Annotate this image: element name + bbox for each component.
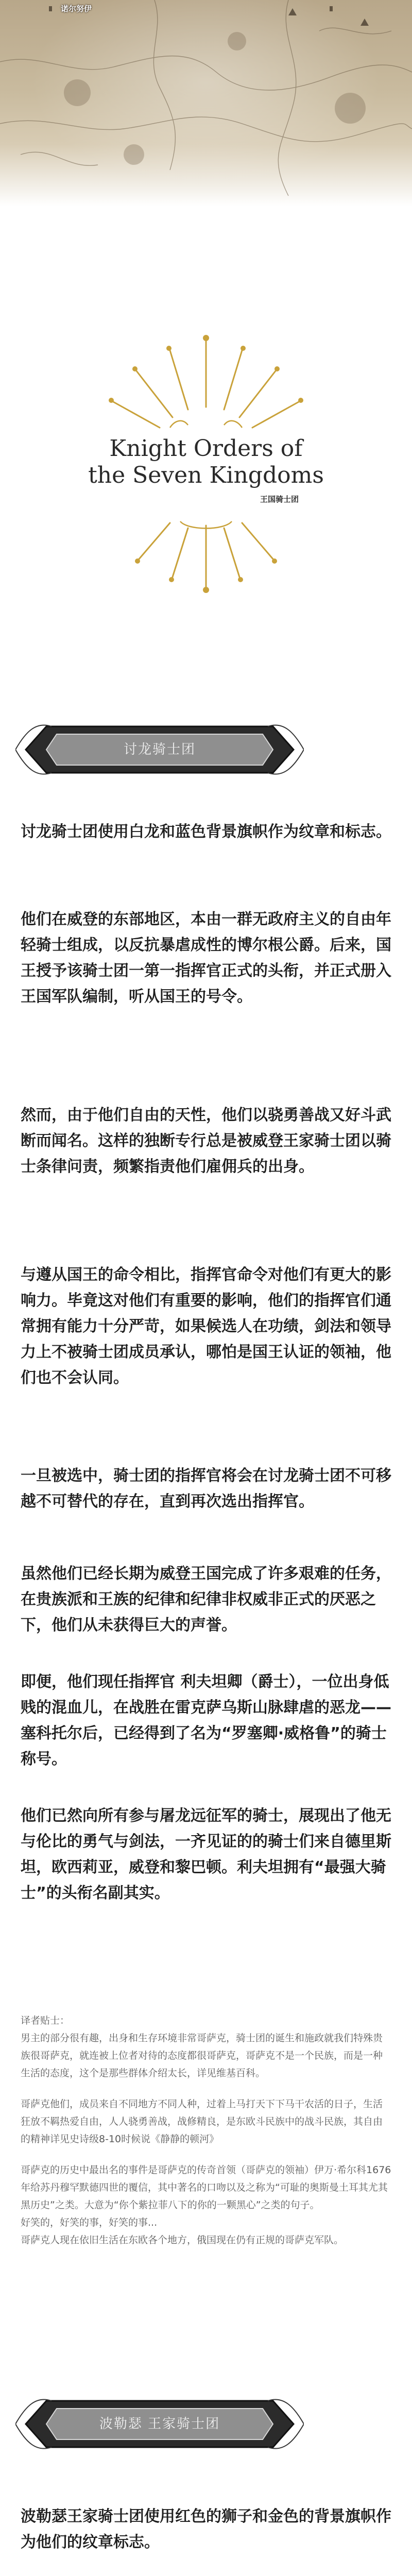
- map-illustration: [0, 0, 412, 206]
- paragraph: 波勒瑟王家骑士团使用红色的狮子和金色的背景旗帜作为他们的纹章标志。: [21, 2507, 391, 2551]
- knight-orders-emblem: [77, 330, 335, 598]
- note-gap: [21, 2148, 391, 2161]
- note-line: 好笑的，好笑的事，好笑的事...: [21, 2217, 158, 2228]
- paragraph: 一旦被选中，骑士团的指挥官将会在讨龙骑士团不可移越不可替代的存在，直到再次选出指挥官。: [21, 1467, 391, 1511]
- section-banner-dragon-knights: [15, 711, 304, 788]
- note-line: 男主的部分很有趣，出身和生存环境非常哥萨克，骑士团的诞生和施政就我们特殊贵族很哥萨克，就连被上位者对待的态度都很哥萨克，哥萨克不是一个民族，而是一种生活的态度，这个是那些群体介绍太长，详见维基百科。: [21, 2032, 383, 2079]
- paragraph: 与遵从国王的命令相比，指挥官命令对他们有更大的影响力。毕竟这对他们有重要的影响，他们的指挥官们通常拥有能力十分严苛，如果候选人在功绩，剑法和领导力上不被骑士团成员承认，哪怕是国王认证的领袖，他们也不会认同。: [21, 1266, 391, 1387]
- section-banner-royal-knights: [15, 2385, 304, 2463]
- section-title: 讨龙骑士团: [123, 742, 196, 757]
- note-line: 译者贴士：: [21, 2015, 70, 2026]
- note-line: 哥萨克他们，成员来自不同地方不同人种，过着上马打天下下马干农活的日子，生活狂放不羁热爱自由，人人骁勇善战，战修精良，是东欧斗民族中的战斗民族，其自由的精神详见史诗级8-10时候说《静静的顿河》: [21, 2098, 383, 2145]
- note-line: 哥萨克人现在依旧生活在东欧各个地方，俄国现在仍有正规的哥萨克军队。: [21, 2234, 344, 2246]
- paragraph: 然而，由于他们自由的天性，他们以骁勇善战又好斗武断而闻名。这样的独断专行总是被威登王家骑士团以骑士条律问责，频繁指责他们雇佣兵的出身。: [21, 1106, 391, 1176]
- note-gap: [21, 2082, 391, 2095]
- paragraph: 他们在威登的东部地区，本由一群无政府主义的自由年轻骑士组成，以反抗暴虐成性的博尔根公爵。后来，国王授予该骑士团一第一指挥官正式的头衔，并正式册入王国军队编制，听从国王的号令。: [21, 910, 391, 1006]
- paragraph: 他们已然向所有参与屠龙远征军的骑士，展现出了他无与伦比的勇气与剑法，一齐见证的的骑士们来自德里斯坦，欧西莉亚，威登和黎巴顿。利夫坦拥有“最强大骑士”的头衔名副其实。: [21, 1807, 391, 1902]
- translator-notes: [21, 2012, 391, 2249]
- emblem-title: [77, 435, 335, 489]
- section-title: 波勒瑟 王家骑士团: [99, 2416, 220, 2432]
- emblem-title-line2: the Seven Kingdoms: [88, 462, 324, 488]
- note-line: 哥萨克的历史中最出名的事件是哥萨克的传奇首领（哥萨克的领袖）伊万·希尔科1676年给苏丹穆罕默德四世的覆信，其中著名的口吻以及之称为“可耻的奥斯曼土耳其尤其黑历史”之类。大意为“你个紫拉菲八下的你的一颗黑心”之类的句子。: [21, 2164, 391, 2211]
- emblem-subtitle: 王国骑士团: [260, 495, 299, 504]
- map-place-label: 诺尔努伊: [61, 4, 92, 13]
- emblem-title-line1: Knight Orders of: [109, 435, 303, 462]
- paragraph: 即便，他们现任指挥官 利夫坦卿（爵士），一位出身低贱的混血儿，在战胜在雷克萨乌斯山脉肆虐的恶龙——塞科托尔后，已经得到了名为“罗塞卿·威格鲁”的骑士称号。: [21, 1673, 391, 1768]
- paragraph: 讨龙骑士团使用白龙和蓝色背景旗帜作为纹章和标志。: [21, 823, 391, 841]
- paragraph: 虽然他们已经长期为威登王国完成了许多艰难的任务，在贵族派和王族的纪律和纪律非权威非正式的厌恶之下，他们从未获得巨大的声誉。: [21, 1565, 391, 1634]
- map-header-image: [0, 0, 412, 206]
